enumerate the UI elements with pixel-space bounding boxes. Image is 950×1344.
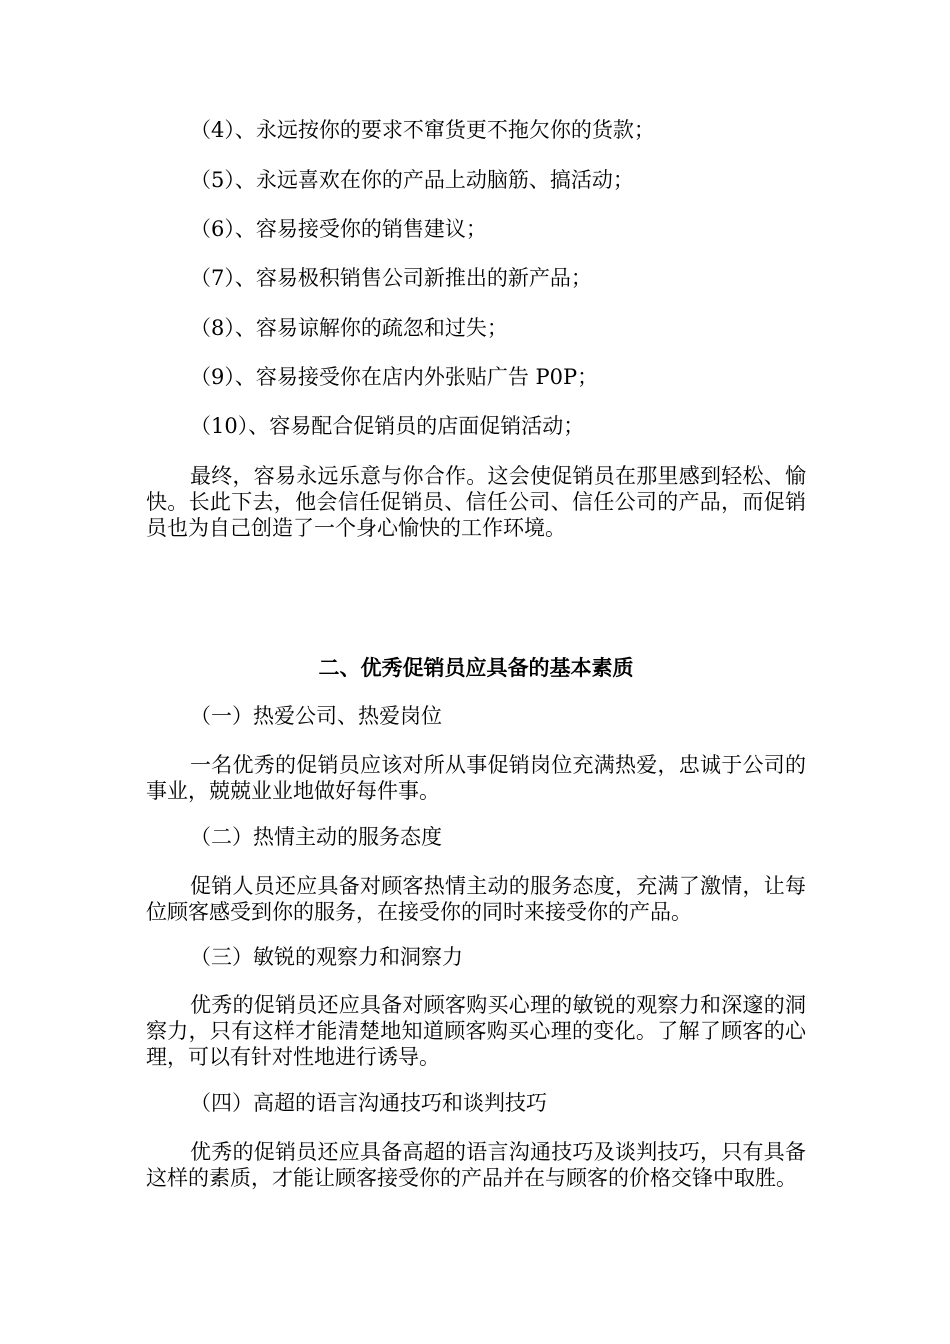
list-item: （9）、容易接受你在店内外张贴广告 P0P； — [190, 365, 599, 389]
list-item: （7）、容易极积销售公司新推出的新产品； — [190, 266, 592, 290]
subsection-heading: （一）热爱公司、热爱岗位 — [190, 704, 442, 728]
subsection-body: 促销人员还应具备对顾客热情主动的服务态度，充满了激情，让每位顾客感受到你的服务，在接受你的同时来接受你的产品。 — [146, 874, 806, 924]
subsection-heading: （二）热情主动的服务态度 — [190, 825, 442, 849]
list-item: （10）、容易配合促销员的店面促销活动； — [190, 414, 585, 438]
subsection-heading: （四）高超的语言沟通技巧和谈判技巧 — [190, 1091, 547, 1115]
list-item: （5）、永远喜欢在你的产品上动脑筋、搞活动； — [190, 168, 634, 192]
subsection-body: 优秀的促销员还应具备对顾客购买心理的敏锐的观察力和深邃的洞察力，只有这样才能清楚地知道顾客购买心理的变化。了解了顾客的心理，可以有针对性地进行诱导。 — [146, 993, 806, 1069]
closing-paragraph: 最终，容易永远乐意与你合作。这会使促销员在那里感到轻松、愉快。长此下去，他会信任促销员、信任公司、信任公司的产品，而促销员也为自己创造了一个身心愉快的工作环境。 — [146, 464, 806, 540]
subsection-heading: （三）敏锐的观察力和洞察力 — [190, 945, 463, 969]
list-item: （4）、永远按你的要求不窜货更不拖欠你的货款； — [190, 118, 655, 142]
list-item: （8）、容易谅解你的疏忽和过失； — [190, 316, 508, 340]
section-title: 二、优秀促销员应具备的基本素质 — [318, 655, 634, 680]
subsection-body: 优秀的促销员还应具备高超的语言沟通技巧及谈判技巧，只有具备这样的素质，才能让顾客接受你的产品并在与顾客的价格交锋中取胜。 — [146, 1140, 806, 1190]
subsection-body: 一名优秀的促销员应该对所从事促销岗位充满热爱，忠诚于公司的事业，兢兢业业地做好每件事。 — [146, 753, 806, 803]
list-item: （6）、容易接受你的销售建议； — [190, 217, 487, 241]
